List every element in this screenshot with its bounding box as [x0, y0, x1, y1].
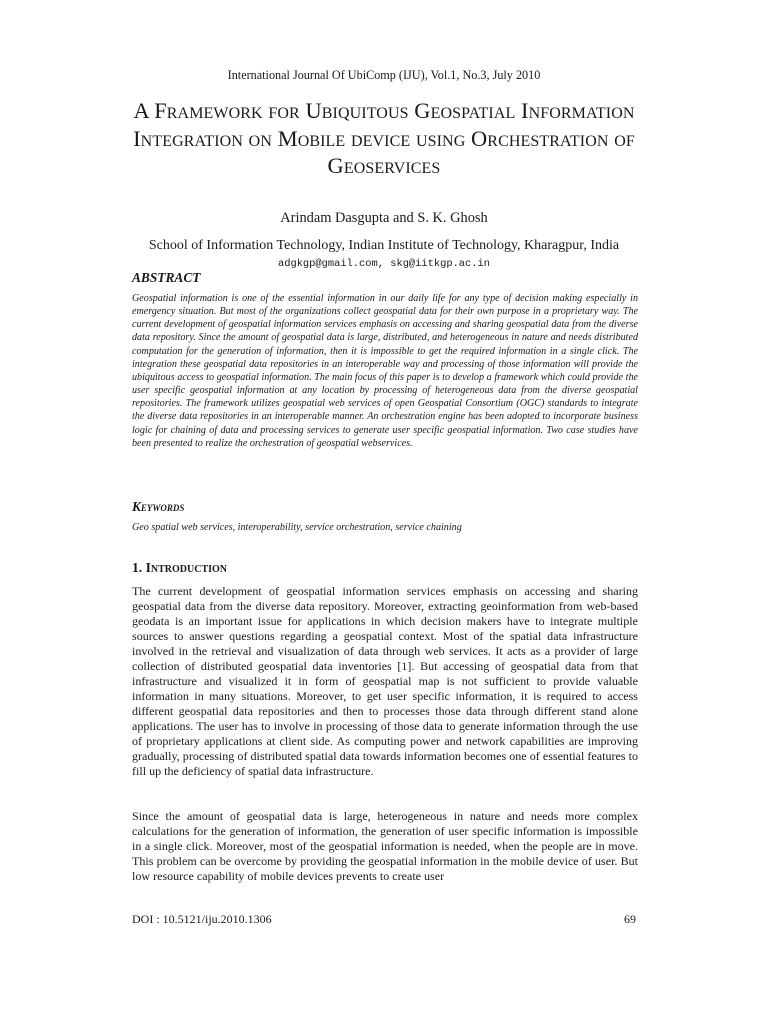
introduction-heading: 1. Introduction: [132, 560, 228, 575]
author-list: Arindam Dasgupta and S. K. Ghosh: [280, 210, 488, 226]
journal-header: International Journal Of UbiComp (IJU), Vol.1, No.3, July 2010: [227, 68, 541, 82]
introduction-paragraph: Since the amount of geospatial data is large, heterogeneous in nature and needs more complex calculations for the generation of information, the generation of user specific information is impossible in a single click. Moreover, most of the geospatial information is needed, when the people are in move. This problem can be overcome by providing the geospatial information in the mobile device of user. But low resource capability of mobile devices prevents to create user: [132, 809, 638, 883]
abstract-text: Geospatial information is one of the essential information in our daily life for any type of decision making especially in emergency situation. But most of the organizations collect geospatial data for their own purpose in a proprietary way. The current development of geospatial information services emphasis on accessing and sharing geospatial data from the diverse data repository. Since the amount of geospatial data is large, distributed, and heterogeneous in nature and needs distributed computation for the generation of information, then it is impossible to get the required information in a single click. The integration these geospatial data repositories in an interoperable way and processing of those information will provide the ubiquitous access to geospatial information. The main focus of this paper is to develop a framework which could provide the user specific geospatial information at any location by processing of heterogeneous data from the diverse geospatial repositories. The framework utilizes geospatial web services of open Geospatial Consortium (OGC) standards to integrate the diverse data repositories in an interoperable manner. An orchestration engine has been adopted to incorporate business logic for chaining of data and processing services to generate user specific geospatial information. Two case studies have been presented to realize the orchestration of geospatial webservices.: [132, 293, 638, 449]
keywords-heading: Keywords: [132, 499, 185, 514]
page-number: 69: [624, 912, 636, 926]
doi-footer: DOI : 10.5121/iju.2010.1306: [132, 912, 272, 926]
affiliation: School of Information Technology, Indian Institute of Technology, Kharagpur, India: [148, 238, 620, 253]
keywords-text: Geo spatial web services, interoperability, service orchestration, service chaining: [132, 522, 462, 533]
paper-title: A Framework for Ubiquitous Geospatial Information Integration on Mobile device using Orchestration of Geoservices: [133, 98, 635, 178]
author-emails: adgkgp@gmail.com, skg@iitkgp.ac.in: [277, 258, 490, 270]
introduction-paragraph: The current development of geospatial information services emphasis on accessing and sharing geospatial data from the diverse data repository. Moreover, extracting geoinformation from web-based geodata is an important issue for applications in which decision makers have to integrate multiple sources to answer questions regarding a geospatial context. Most of the spatial data infrastructure involved in the retrieval and visualization of data through web services. It acts as a provider of large collection of distributed geospatial data inventories [1]. But accessing of geospatial data from that infrastructure and visualized it in form of geospatial map is not sufficient to provide valuable information in many situations. Moreover, to get user specific information, it is required to access different geospatial data repositories and then to processes those data through different stand alone applications. The user has to involve in processing of those data to generate information through the use of proprietary applications at client side. As computing power and network capabilities are improving gradually, processing of distributed spatial data towards information becomes one of essential features to fill up the deficiency of spatial data infrastructure.: [132, 584, 638, 778]
abstract-heading: ABSTRACT: [132, 270, 201, 285]
